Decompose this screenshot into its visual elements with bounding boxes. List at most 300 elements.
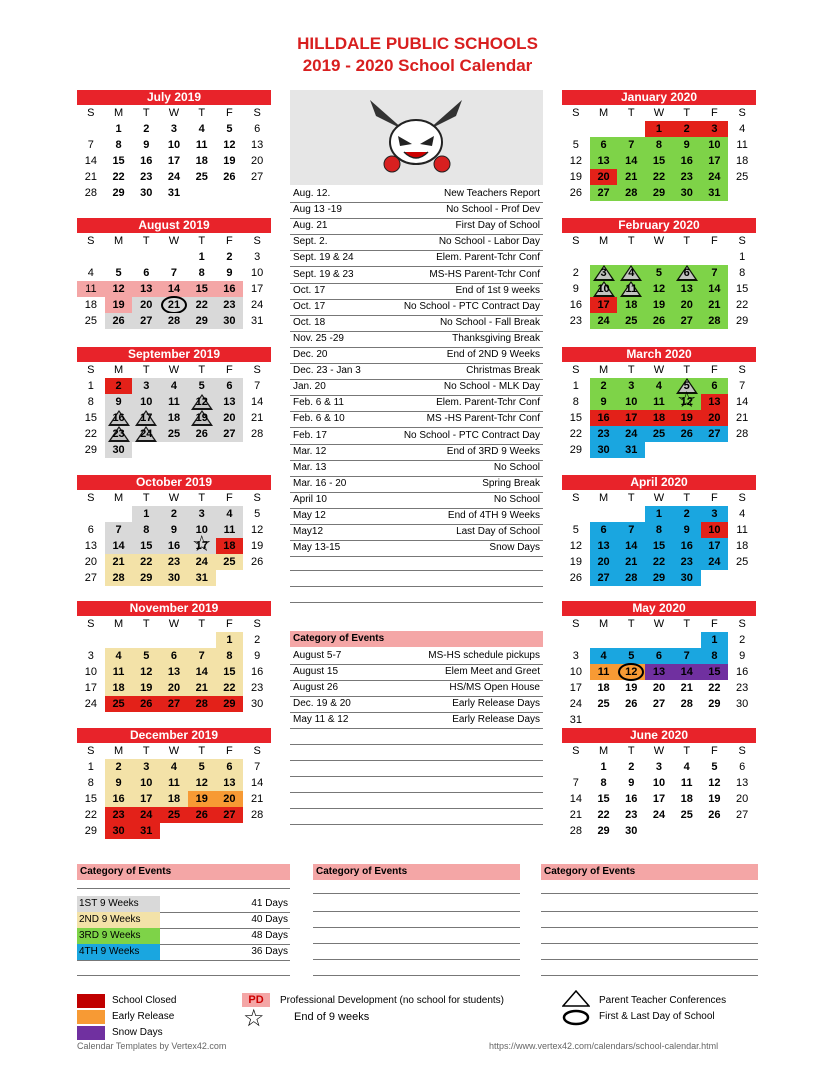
weekday-label: T xyxy=(683,492,691,504)
weekday-label: S xyxy=(572,492,580,504)
footer-url[interactable]: https://www.vertex42.com/calendars/school-calendar.html xyxy=(489,1041,719,1051)
weekday-label: T xyxy=(198,235,206,247)
day-cell: 19 xyxy=(132,680,160,696)
empty-day xyxy=(562,506,590,522)
day-cell: 10 xyxy=(617,394,645,410)
event-row xyxy=(290,202,543,219)
day-cell: 29 xyxy=(188,313,216,329)
weekday-label: F xyxy=(711,107,718,119)
oval-icon xyxy=(562,1009,590,1029)
day-cell: 27 xyxy=(84,572,97,584)
day-cell: 26 xyxy=(673,426,701,442)
day-cell: 23 xyxy=(569,315,582,327)
weekday-label: S xyxy=(738,492,746,504)
day-cell: 3 xyxy=(254,251,261,263)
event-date: August 5-7 xyxy=(293,650,342,661)
blank-line xyxy=(290,792,543,793)
day-cell: 9 xyxy=(226,267,233,279)
empty-day xyxy=(590,632,618,648)
weekday-label: W xyxy=(653,107,665,119)
weekday-label: F xyxy=(226,235,233,247)
day-cell: 6 xyxy=(216,759,244,775)
event-desc: End of 2ND 9 Weeks xyxy=(446,349,540,360)
blank-line xyxy=(290,760,543,761)
day-cell: 30 xyxy=(251,698,264,710)
day-cell: 9 xyxy=(628,777,635,789)
star-icon: ☆ xyxy=(243,1004,265,1032)
day-cell: 21 xyxy=(160,297,188,313)
weekday-label: F xyxy=(711,745,718,757)
event-date: Aug. 12. xyxy=(293,188,331,199)
day-cell: 12 xyxy=(188,394,216,410)
day-cell: 29 xyxy=(645,185,673,201)
day-cell: 22 xyxy=(112,171,125,183)
weekday-label: W xyxy=(168,492,180,504)
weekday-label: W xyxy=(653,745,665,757)
event-date: May12 xyxy=(293,526,324,538)
day-cell: 17 xyxy=(132,410,160,426)
event-desc: Early Release Days xyxy=(452,714,540,726)
day-cell: 27 xyxy=(673,313,701,329)
day-cell: 8 xyxy=(87,777,94,789)
event-desc: Christmas Break xyxy=(466,365,540,377)
day-cell: 24 xyxy=(701,554,729,570)
day-cell: 9 xyxy=(105,394,133,410)
day-cell: 15 xyxy=(736,283,749,295)
day-cell: 11 xyxy=(160,394,188,410)
blank-line xyxy=(541,927,758,928)
quarter-label: 4TH 9 Weeks xyxy=(77,944,160,960)
empty-day xyxy=(105,506,133,522)
weekday-label: M xyxy=(598,618,609,630)
day-cell: 27 xyxy=(652,698,666,710)
day-cell: 23 xyxy=(140,171,153,183)
day-cell: 4 xyxy=(617,265,645,281)
day-cell: 7 xyxy=(617,522,645,538)
day-cell: 26 xyxy=(188,426,216,442)
event-date: May 13-15 xyxy=(293,542,341,554)
event-desc: HS/MS Open House xyxy=(449,682,540,694)
month-title: November 2019 xyxy=(77,601,271,616)
day-cell: 5 xyxy=(645,265,673,281)
day-cell: 13 xyxy=(216,775,244,791)
day-cell: 4 xyxy=(216,506,244,522)
day-cell: 12 xyxy=(251,524,264,536)
quarter-label: 2ND 9 Weeks xyxy=(77,912,160,928)
day-cell: 16 xyxy=(105,410,133,426)
day-cell: 23 xyxy=(736,682,749,694)
day-cell: 7 xyxy=(254,380,261,392)
day-cell: 30 xyxy=(160,570,188,586)
day-cell: 12 xyxy=(132,664,160,680)
event-desc: No School - Prof Dev xyxy=(446,204,540,216)
day-cell: 12 xyxy=(569,155,582,167)
day-cell: 28 xyxy=(736,428,749,440)
event-row xyxy=(290,648,543,665)
weekday-label: F xyxy=(226,618,233,630)
day-cell: 22 xyxy=(132,554,160,570)
weekday-label: W xyxy=(653,492,665,504)
event-row xyxy=(290,524,543,541)
day-cell: 14 xyxy=(188,664,216,680)
day-cell: 2 xyxy=(628,761,635,773)
weekday-label: S xyxy=(253,618,261,630)
day-cell: 27 xyxy=(251,171,264,183)
category-header-center: Category of Events xyxy=(290,631,543,647)
event-row xyxy=(290,476,543,493)
day-cell: 14 xyxy=(617,153,645,169)
day-cell: 19 xyxy=(569,556,582,568)
day-cell: 23 xyxy=(251,682,264,694)
day-cell: 9 xyxy=(105,775,133,791)
day-cell: 19 xyxy=(188,410,216,426)
weekday-label: F xyxy=(711,235,718,247)
blank-line xyxy=(290,602,543,603)
day-cell: 24 xyxy=(617,426,645,442)
day-cell: 6 xyxy=(216,378,244,394)
day-cell: 22 xyxy=(597,809,610,821)
quarter-row xyxy=(77,928,290,945)
weekday-label: W xyxy=(168,107,180,119)
day-cell: 27 xyxy=(216,426,244,442)
day-cell: 10 xyxy=(84,666,97,678)
day-cell: 7 xyxy=(572,777,579,789)
day-cell: 24 xyxy=(590,313,618,329)
day-cell: 10 xyxy=(652,777,666,789)
empty-day xyxy=(701,249,729,265)
day-cell: 22 xyxy=(84,809,97,821)
weekday-label: S xyxy=(253,492,261,504)
day-cell: 20 xyxy=(251,155,264,167)
day-cell: 4 xyxy=(160,378,188,394)
day-cell: 23 xyxy=(673,554,701,570)
event-date: Sept. 19 & 23 xyxy=(293,268,354,280)
day-cell: 18 xyxy=(160,791,188,807)
event-date: May 11 & 12 xyxy=(293,714,349,726)
empty-day xyxy=(673,249,701,265)
empty-day xyxy=(645,632,673,648)
event-desc: No School - MLK Day xyxy=(443,381,540,393)
weekday-label: S xyxy=(253,107,261,119)
weekday-label: T xyxy=(683,745,691,757)
event-row xyxy=(290,395,543,412)
weekday-label: T xyxy=(198,745,206,757)
day-cell: 30 xyxy=(625,825,638,837)
day-cell: 3 xyxy=(87,650,94,662)
day-cell: 18 xyxy=(195,155,208,167)
day-cell: 8 xyxy=(645,522,673,538)
day-cell: 21 xyxy=(617,169,645,185)
month-may-2020 xyxy=(562,601,756,728)
day-cell: 13 xyxy=(701,394,729,410)
day-cell: 23 xyxy=(160,554,188,570)
day-cell: 3 xyxy=(132,378,160,394)
day-cell: 21 xyxy=(251,412,264,424)
empty-day xyxy=(617,632,645,648)
day-cell: 26 xyxy=(223,171,236,183)
day-cell: 21 xyxy=(736,412,749,424)
day-cell: 9 xyxy=(572,283,579,295)
day-cell: 26 xyxy=(708,809,721,821)
day-cell: 13 xyxy=(736,777,749,789)
day-cell: 19 xyxy=(625,682,638,694)
day-cell: 17 xyxy=(590,297,618,313)
event-date: Dec. 19 & 20 xyxy=(293,698,351,710)
day-cell: 23 xyxy=(105,807,133,823)
event-row xyxy=(290,250,543,267)
day-cell: 27 xyxy=(590,185,618,201)
event-desc: Last Day of School xyxy=(456,526,540,538)
day-cell: 2 xyxy=(254,634,261,646)
quarter-row xyxy=(77,896,290,913)
day-cell: 20 xyxy=(701,410,729,426)
day-cell: 13 xyxy=(84,540,97,552)
day-cell: 30 xyxy=(105,442,133,458)
day-cell: 24 xyxy=(569,698,582,710)
day-cell: 25 xyxy=(597,698,610,710)
empty-day xyxy=(77,506,105,522)
day-cell: 20 xyxy=(673,297,701,313)
day-cell: 6 xyxy=(254,123,261,135)
day-cell: 26 xyxy=(105,313,133,329)
weekday-label: F xyxy=(711,364,718,376)
day-cell: 14 xyxy=(84,155,97,167)
weekday-label: F xyxy=(226,364,233,376)
month-title: December 2019 xyxy=(77,728,271,743)
month-title: April 2020 xyxy=(562,475,756,490)
event-date: August 26 xyxy=(293,682,339,694)
event-row xyxy=(290,283,543,300)
day-cell: 5 xyxy=(132,648,160,664)
event-desc: MS-HS Parent-Tchr Conf xyxy=(429,268,540,280)
empty-day xyxy=(617,506,645,522)
event-date: Dec. 23 - Jan 3 xyxy=(293,365,361,377)
event-row xyxy=(290,234,543,251)
month-september-2019 xyxy=(77,347,271,458)
day-cell: 2 xyxy=(105,759,133,775)
day-cell: 8 xyxy=(701,648,729,664)
day-cell: 11 xyxy=(617,281,645,297)
day-cell: 15 xyxy=(188,281,216,297)
weekday-label: S xyxy=(87,107,95,119)
day-cell: 19 xyxy=(708,793,721,805)
blank-line xyxy=(541,975,758,976)
day-cell: 1 xyxy=(198,251,205,263)
empty-day xyxy=(132,249,160,265)
day-cell: 3 xyxy=(701,121,729,137)
day-cell: 20 xyxy=(160,680,188,696)
month-title: March 2020 xyxy=(562,347,756,362)
weekday-label: W xyxy=(168,364,180,376)
day-cell: 20 xyxy=(84,556,97,568)
day-cell: 14 xyxy=(105,538,133,554)
weekday-label: F xyxy=(226,492,233,504)
day-cell: 6 xyxy=(590,137,618,153)
day-cell: 16 xyxy=(590,410,618,426)
weekday-label: S xyxy=(572,235,580,247)
day-cell: 12 xyxy=(223,139,236,151)
day-cell: 30 xyxy=(216,313,244,329)
day-cell: 25 xyxy=(736,556,749,568)
empty-day xyxy=(77,632,105,648)
day-cell: 5 xyxy=(226,123,233,135)
day-cell: 9 xyxy=(254,650,261,662)
day-cell: 28 xyxy=(617,570,645,586)
day-cell: 7 xyxy=(739,380,746,392)
event-date: Sept. 19 & 24 xyxy=(293,252,354,264)
event-desc: Thanksgiving Break xyxy=(452,332,540,344)
day-cell: 25 xyxy=(160,426,188,442)
early-release-swatch xyxy=(77,1010,105,1024)
event-desc: End of 4TH 9 Weeks xyxy=(447,510,540,521)
day-cell: 14 xyxy=(251,396,264,408)
day-cell: 29 xyxy=(569,444,582,456)
weekday-label: F xyxy=(226,107,233,119)
day-cell: 8 xyxy=(132,522,160,538)
day-cell: 17 xyxy=(167,155,181,167)
weekday-label: T xyxy=(142,618,150,630)
event-date: Feb. 6 & 10 xyxy=(293,413,345,425)
day-cell: 16 xyxy=(160,538,188,554)
blank-line xyxy=(313,975,520,976)
weekday-label: M xyxy=(113,745,124,757)
day-cell: 21 xyxy=(188,680,216,696)
event-row xyxy=(290,664,543,681)
day-cell: 30 xyxy=(673,185,701,201)
weekday-label: M xyxy=(598,745,609,757)
day-cell: 11 xyxy=(736,139,748,151)
day-cell: 11 xyxy=(590,664,618,680)
empty-day xyxy=(77,249,105,265)
weekday-label: M xyxy=(113,235,124,247)
weekday-label: T xyxy=(142,107,150,119)
weekday-label: S xyxy=(87,492,95,504)
day-cell: 4 xyxy=(160,759,188,775)
day-cell: 19 xyxy=(569,171,582,183)
day-cell: 20 xyxy=(736,793,749,805)
day-cell: 29 xyxy=(132,570,160,586)
month-december-2019 xyxy=(77,728,271,839)
empty-day xyxy=(590,121,618,137)
day-cell: 7 xyxy=(188,648,216,664)
day-cell: 24 xyxy=(132,807,160,823)
day-cell: 28 xyxy=(680,698,693,710)
weekday-label: W xyxy=(653,364,665,376)
day-cell: 27 xyxy=(216,807,244,823)
day-cell: 10 xyxy=(132,775,160,791)
empty-day xyxy=(562,121,590,137)
weekday-label: S xyxy=(738,364,746,376)
empty-day xyxy=(105,632,133,648)
day-cell: 31 xyxy=(251,315,264,327)
category-header-left: Category of Events xyxy=(77,864,290,880)
day-cell: 26 xyxy=(188,807,216,823)
day-cell: 10 xyxy=(590,281,618,297)
day-cell: 18 xyxy=(617,297,645,313)
weekday-label: S xyxy=(738,618,746,630)
day-cell: 20 xyxy=(216,791,244,807)
blank-line xyxy=(77,975,290,976)
day-cell: 1 xyxy=(645,121,673,137)
category-header-middle: Category of Events xyxy=(313,864,520,880)
event-date: Jan. 20 xyxy=(293,381,326,393)
day-cell: 7 xyxy=(254,761,261,773)
day-cell: 27 xyxy=(736,809,749,821)
day-cell: 22 xyxy=(188,297,216,313)
blank-line xyxy=(313,893,520,894)
day-cell: 18 xyxy=(597,682,610,694)
day-cell: 24 xyxy=(84,698,97,710)
day-cell: 15 xyxy=(112,155,125,167)
empty-day xyxy=(77,121,105,137)
event-desc: Snow Days xyxy=(489,542,540,554)
day-cell: 21 xyxy=(105,554,133,570)
event-row xyxy=(290,696,543,713)
day-cell: 8 xyxy=(198,267,205,279)
calendar-title: 2019 - 2020 School Calendar xyxy=(302,56,533,75)
day-cell: 11 xyxy=(160,775,188,791)
weekday-label: S xyxy=(253,364,261,376)
empty-day xyxy=(590,506,618,522)
day-cell: 5 xyxy=(711,761,718,773)
day-cell: 16 xyxy=(673,153,701,169)
day-cell: 17 xyxy=(132,791,160,807)
day-cell: 13 xyxy=(673,281,701,297)
snow-days-label: Snow Days xyxy=(112,1027,163,1038)
day-cell: 29 xyxy=(112,187,125,199)
day-cell: 16 xyxy=(625,793,638,805)
day-cell: 31 xyxy=(617,442,645,458)
day-cell: 16 xyxy=(673,538,701,554)
day-cell: 1 xyxy=(115,123,122,135)
weekday-label: T xyxy=(198,107,206,119)
day-cell: 25 xyxy=(736,171,749,183)
weekday-label: M xyxy=(598,492,609,504)
event-row xyxy=(290,347,543,364)
event-date: August 15 xyxy=(293,666,339,678)
day-cell: 6 xyxy=(701,378,729,394)
day-cell: 13 xyxy=(645,664,673,680)
weekday-label: M xyxy=(113,107,124,119)
day-cell: 12 xyxy=(645,281,673,297)
day-cell: 19 xyxy=(673,410,701,426)
event-desc: No School - PTC Contract Day xyxy=(403,429,540,441)
event-row xyxy=(290,508,543,525)
day-cell: 5 xyxy=(673,378,701,394)
event-desc: End of 3RD 9 Weeks xyxy=(446,445,540,457)
event-date: Feb. 17 xyxy=(293,429,327,441)
day-cell: 23 xyxy=(673,169,701,185)
quarter-label: 3RD 9 Weeks xyxy=(77,928,160,944)
day-cell: 4 xyxy=(645,378,673,394)
weekday-label: T xyxy=(142,364,150,376)
event-date: April 10 xyxy=(293,493,327,505)
day-cell: 8 xyxy=(600,777,607,789)
quarter-row xyxy=(77,912,290,929)
day-cell: 8 xyxy=(87,396,94,408)
pd-swatch: PD xyxy=(242,993,270,1007)
day-cell: 23 xyxy=(590,426,618,442)
school-closed-label: School Closed xyxy=(112,995,177,1006)
weekday-label: S xyxy=(738,745,746,757)
day-cell: 16 xyxy=(105,791,133,807)
day-cell: 8 xyxy=(645,137,673,153)
day-cell: ☆ 17 xyxy=(188,538,216,554)
event-desc: No School - PTC Contract Day xyxy=(403,300,540,312)
day-cell: 10 xyxy=(569,666,582,678)
day-cell: 14 xyxy=(701,281,729,297)
day-cell: 12 xyxy=(188,775,216,791)
